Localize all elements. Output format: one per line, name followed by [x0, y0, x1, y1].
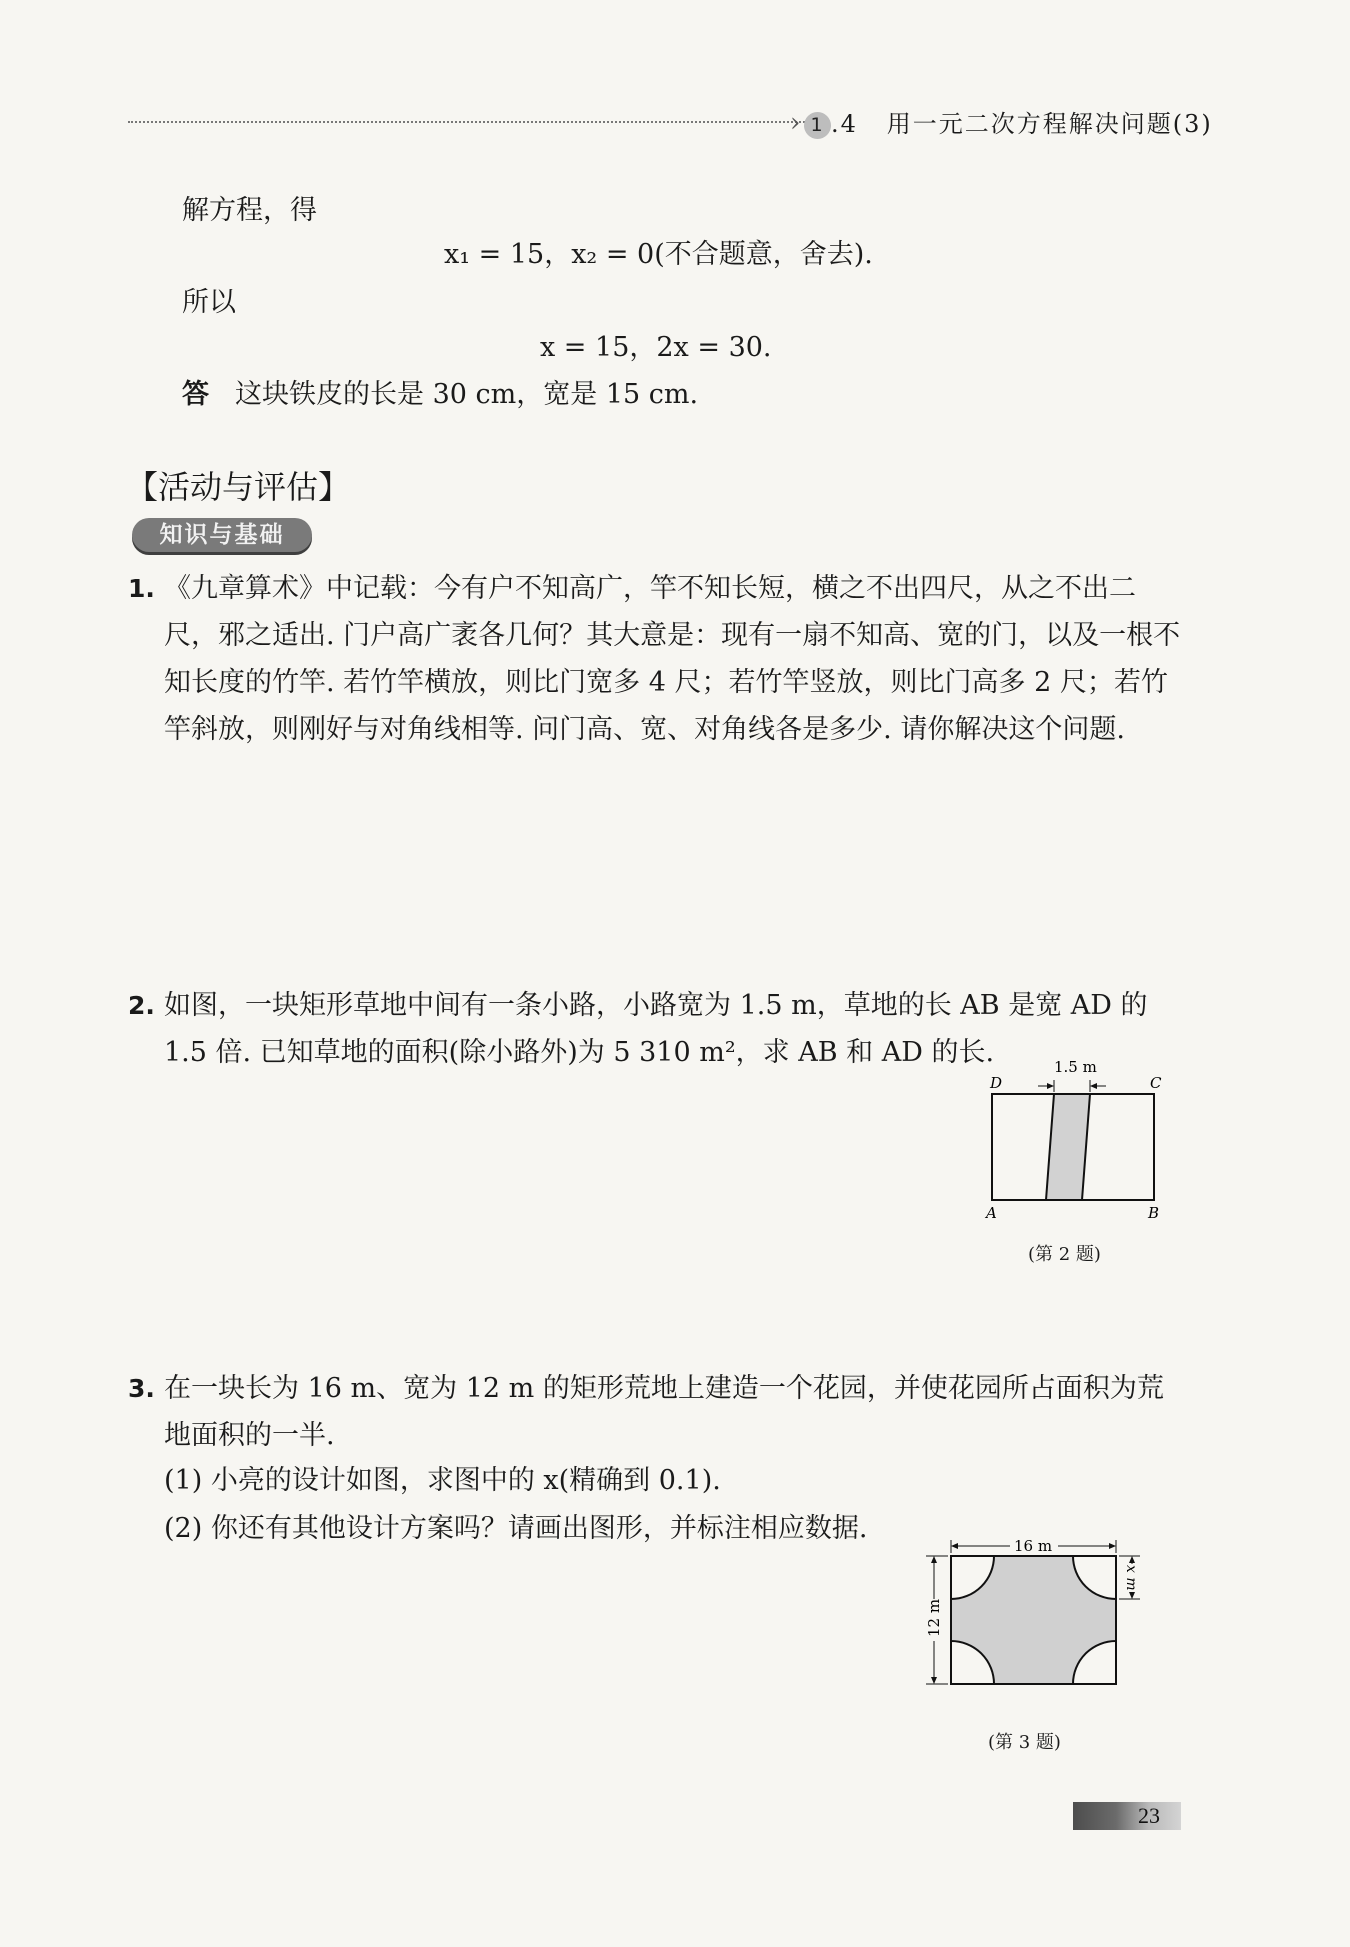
dim-top-arrowhead-right	[1109, 1543, 1116, 1549]
garden-region	[951, 1556, 1116, 1684]
dim-left-arrowhead-top	[931, 1556, 937, 1563]
section-badge: 知识与基础	[132, 518, 312, 552]
question-number: 1.	[128, 574, 155, 603]
width-label: 12 m	[925, 1598, 943, 1637]
dim-right-arrowhead-bottom	[1129, 1592, 1135, 1599]
path-strip	[1046, 1094, 1090, 1200]
figure-3-diagram	[918, 1535, 1148, 1695]
figure-3-caption: (第 3 题)	[988, 1732, 1061, 1753]
header-dotted-line	[128, 121, 808, 123]
vertex-a-label: A	[986, 1204, 997, 1222]
dim-arrowhead-left	[1047, 1083, 1054, 1089]
question-text: 《九章算术》中记载：今有户不知高广，竿不知长短，横之不出四尺，从之不出二尺，邪之适出. 门户高广袤各几何？其大意是：现有一扇不知高、宽的门，以及一根不知长度的竹竿. 若竹竿横放，则比门宽多 4 尺；若竹竿竖放，则比门高多 2 尺；若竹竿斜放，则刚好与对角线相等. 问门高、宽、对角线各是多少. 请你解决这个问题.	[164, 573, 1181, 745]
vertex-c-label: C	[1150, 1074, 1162, 1092]
dim-left-arrowhead-bottom	[931, 1677, 937, 1684]
dim-top-arrowhead-left	[951, 1543, 958, 1549]
equation-result: x = 15，2x = 30.	[540, 332, 772, 363]
chapter-number-badge: 1	[804, 112, 831, 139]
figure-2-caption: (第 2 题)	[1028, 1244, 1101, 1265]
question-3-part-2: (2) 你还有其他设计方案吗？请画出图形，并标注相应数据.	[164, 1513, 868, 1544]
header-section-title	[804, 104, 1213, 139]
question-number: 2.	[128, 991, 155, 1020]
dim-right-arrowhead-top	[1129, 1556, 1135, 1563]
question-number: 3.	[128, 1374, 155, 1403]
page-number: 23	[1138, 1803, 1160, 1828]
solution-line-2: 所以	[182, 287, 236, 318]
answer-text: 这块铁皮的长是 30 cm，宽是 15 cm.	[235, 379, 699, 410]
section-suffix: .4	[831, 110, 858, 138]
length-label: 16 m	[1014, 1537, 1053, 1555]
section-title: 【活动与评估】	[126, 468, 351, 506]
answer-label: 答	[182, 379, 209, 410]
vertex-d-label: D	[990, 1074, 1003, 1092]
page-number-tab	[1073, 1802, 1181, 1830]
solution-answer	[182, 372, 698, 411]
dim-arrowhead-right	[1090, 1083, 1097, 1089]
question-text: 如图，一块矩形草地中间有一条小路，小路宽为 1.5 m，草地的长 AB 是宽 AD 的 1.5 倍. 已知草地的面积(除小路外)为 5 310 m²，求 AB 和 AD 的长.	[164, 990, 1148, 1068]
question-3	[128, 1365, 1188, 1459]
equation-root-2: x₂ = 0(不合题意，舍去).	[571, 239, 873, 270]
equation-roots	[444, 232, 873, 271]
question-3-part-1: (1) 小亮的设计如图，求图中的 x(精确到 0.1).	[164, 1465, 721, 1496]
question-text: 在一块长为 16 m、宽为 12 m 的矩形荒地上建造一个花园，并使花园所占面积为荒地面积的一半.	[164, 1373, 1164, 1451]
figure-2-diagram	[960, 1050, 1180, 1250]
path-width-label: 1.5 m	[1054, 1058, 1097, 1076]
header-arrow-icon: ›	[790, 108, 801, 138]
header-title: 用一元二次方程解决问题(3)	[886, 110, 1213, 138]
corner-radius-label: x m	[1123, 1565, 1139, 1591]
equation-root-1: x₁ = 15，	[444, 239, 572, 270]
vertex-b-label: B	[1148, 1204, 1160, 1222]
solution-line-1: 解方程，得	[182, 195, 317, 226]
question-1	[128, 565, 1188, 753]
